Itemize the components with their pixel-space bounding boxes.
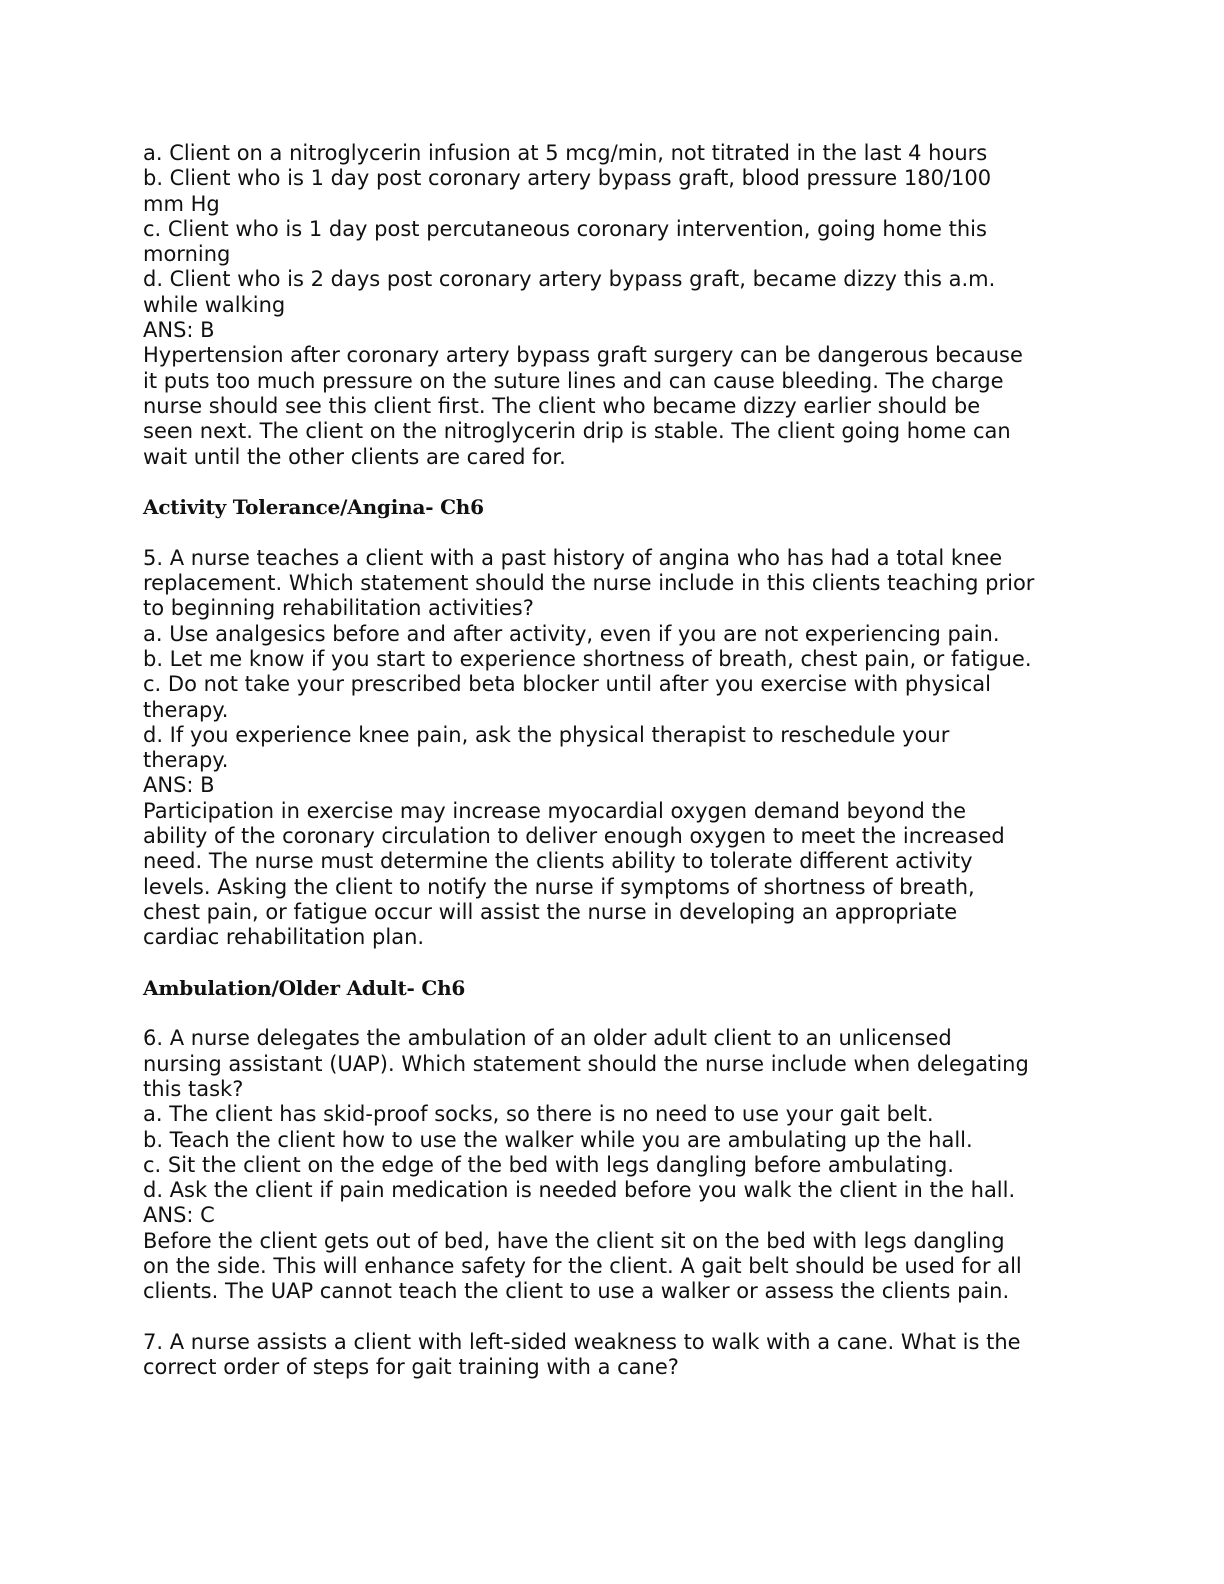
option-a: a. Use analgesics before and after activity, even if you are not experiencing pain. — [143, 621, 1000, 646]
option-c: c. Sit the client on the edge of the bed with legs dangling before ambulating. — [143, 1152, 954, 1177]
option-b: b. Teach the client how to use the walker while you are ambulating up the hall. — [143, 1127, 973, 1152]
rationale-line: Participation in exercise may increase myocardial oxygen demand beyond the — [143, 798, 966, 823]
rationale-line: Before the client gets out of bed, have the client sit on the bed with legs dangling — [143, 1228, 1005, 1253]
rationale-line: wait until the other clients are cared for. — [143, 444, 566, 469]
rationale-line: seen next. The client on the nitroglycerin drip is stable. The client going home can — [143, 419, 1011, 444]
option-b: b. Let me know if you start to experience shortness of breath, chest pain, or fatigue. — [143, 646, 1032, 671]
answer: ANS: B — [143, 318, 215, 343]
option-c-line-2: morning — [143, 242, 231, 267]
rationale-line: on the side. This will enhance safety for the client. A gait belt should be used for all — [143, 1254, 1022, 1279]
question-5 — [143, 546, 1083, 951]
question-4-options — [143, 141, 1083, 470]
option-a: a. Client on a nitroglycerin infusion at 5 mcg/min, not titrated in the last 4 hours — [143, 141, 988, 165]
answer: ANS: C — [143, 1203, 215, 1228]
question-stem-line: 7. A nurse assists a client with left-sided weakness to walk with a cane. What is the — [143, 1329, 1021, 1354]
rationale-line: it puts too much pressure on the suture lines and can cause bleeding. The charge — [143, 368, 1004, 393]
rationale-line: Hypertension after coronary artery bypass graft surgery can be dangerous because — [143, 343, 1023, 368]
rationale-line: clients. The UAP cannot teach the client to use a walker or assess the clients pain. — [143, 1279, 1010, 1304]
option-d-line-1: d. If you experience knee pain, ask the physical therapist to reschedule your — [143, 722, 950, 747]
option-c-line-1: c. Client who is 1 day post percutaneous coronary intervention, going home this — [143, 216, 987, 241]
question-stem-line: nursing assistant (UAP). Which statement should the nurse include when delegating — [143, 1051, 1029, 1076]
option-d-line-2: therapy. — [143, 748, 229, 773]
rationale-line: levels. Asking the client to notify the nurse if symptoms of shortness of breath, — [143, 874, 975, 899]
section-heading-activity-tolerance: Activity Tolerance/Angina- Ch6 — [143, 495, 484, 520]
rationale-line: cardiac rehabilitation plan. — [143, 925, 425, 950]
question-stem-line: to beginning rehabilitation activities? — [143, 596, 534, 621]
option-b-line-1: b. Client who is 1 day post coronary artery bypass graft, blood pressure 180/100 — [143, 166, 992, 191]
option-a: a. The client has skid-proof socks, so there is no need to use your gait belt. — [143, 1102, 934, 1127]
option-d-line-1: d. Client who is 2 days post coronary artery bypass graft, became dizzy this a.m. — [143, 267, 996, 292]
rationale-line: chest pain, or fatigue occur will assist the nurse in developing an appropriate — [143, 899, 958, 924]
rationale-line: need. The nurse must determine the clients ability to tolerate different activity — [143, 849, 973, 874]
question-6 — [143, 1026, 1083, 1304]
question-7 — [143, 1330, 1083, 1381]
question-stem-line: 5. A nurse teaches a client with a past history of angina who has had a total knee — [143, 545, 1003, 570]
rationale-line: nurse should see this client first. The client who became dizzy earlier should be — [143, 393, 981, 418]
answer: ANS: B — [143, 773, 215, 798]
question-stem-line: this task? — [143, 1076, 244, 1101]
question-stem-line: 6. A nurse delegates the ambulation of an older adult client to an unlicensed — [143, 1026, 952, 1051]
section-heading-ambulation: Ambulation/Older Adult- Ch6 — [143, 975, 466, 1000]
question-stem-line: replacement. Which statement should the nurse include in this clients teaching prior — [143, 571, 1035, 596]
option-c-line-2: therapy. — [143, 697, 229, 722]
option-d: d. Ask the client if pain medication is needed before you walk the client in the hall. — [143, 1178, 1016, 1203]
option-b-line-2: mm Hg — [143, 191, 220, 216]
option-d-line-2: while walking — [143, 292, 286, 317]
question-stem-line: correct order of steps for gait training with a cane? — [143, 1355, 679, 1380]
document-page — [143, 141, 1083, 1381]
rationale-line: ability of the coronary circulation to deliver enough oxygen to meet the increased — [143, 824, 1005, 849]
option-c-line-1: c. Do not take your prescribed beta blocker until after you exercise with physical — [143, 672, 991, 697]
